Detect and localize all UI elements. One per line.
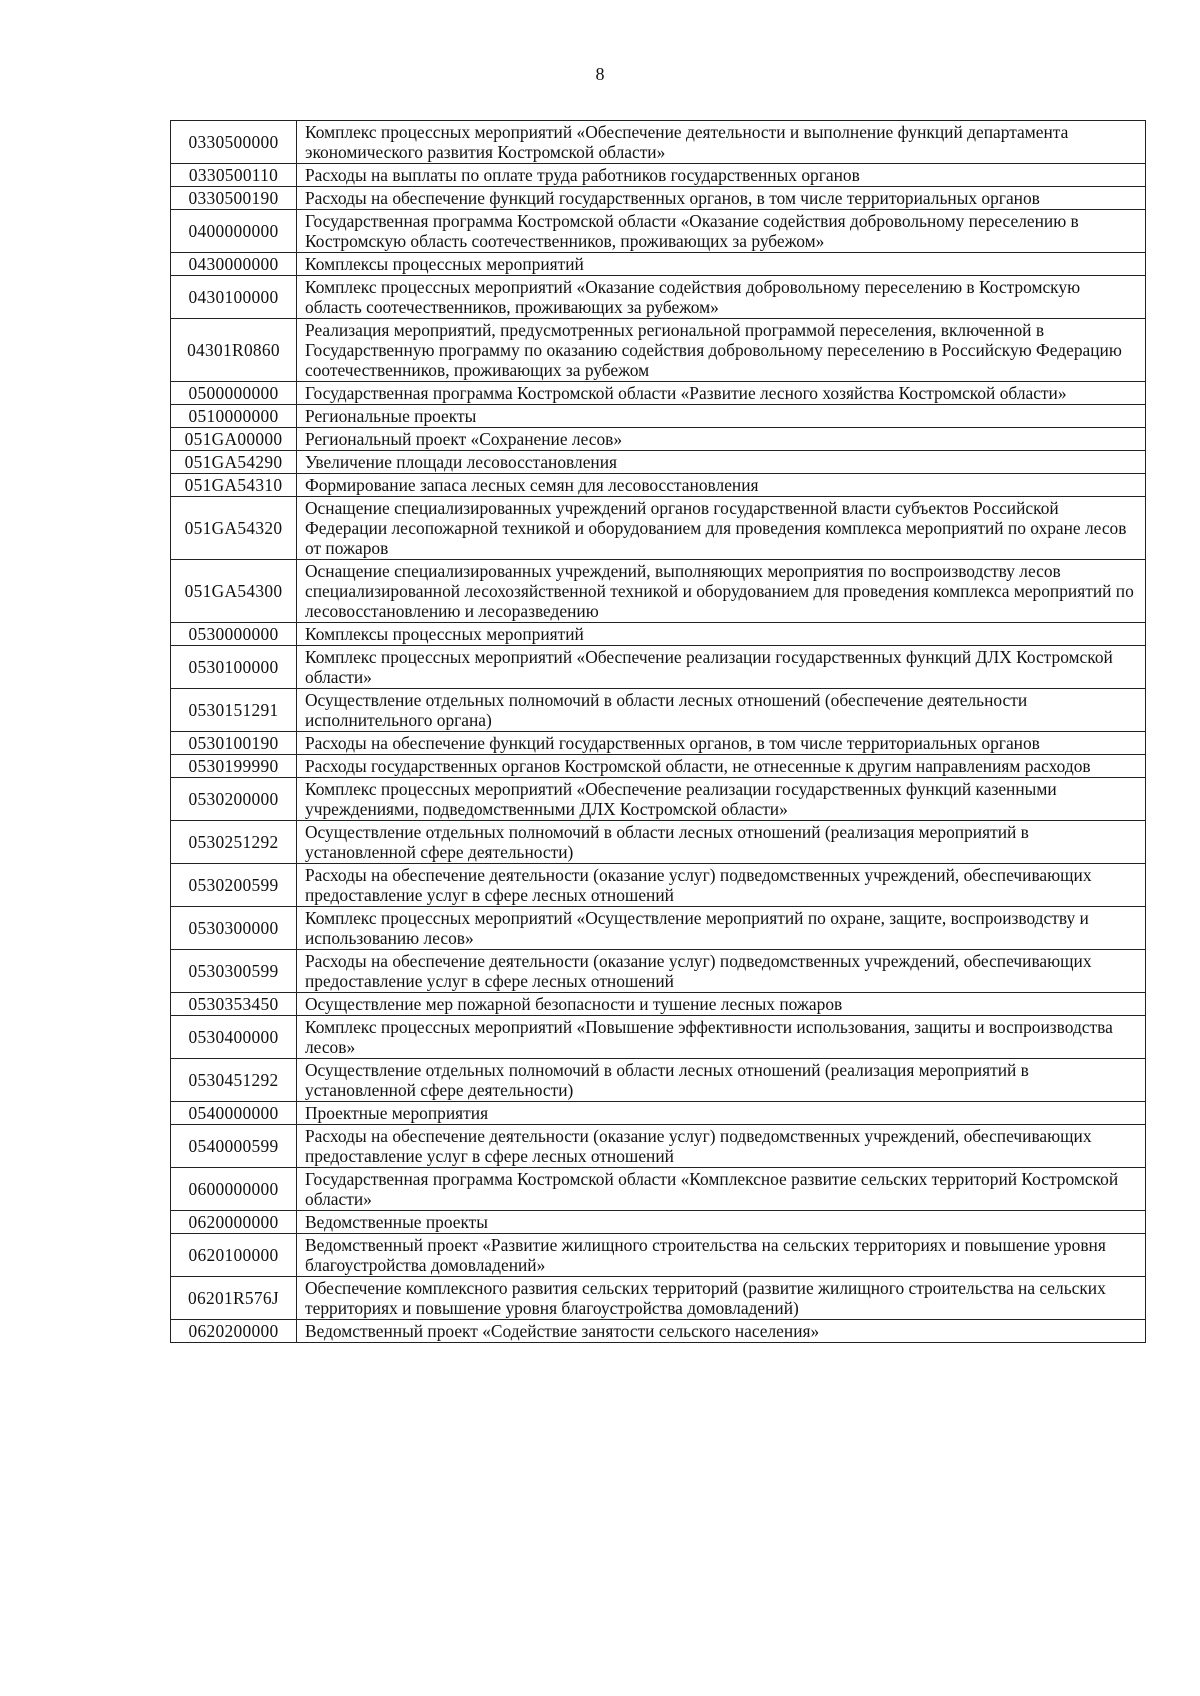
row-description: Государственная программа Костромской области «Развитие лесного хозяйства Костромской области»	[297, 382, 1146, 405]
table-row	[171, 646, 1146, 689]
table-row	[171, 623, 1146, 646]
row-description: Увеличение площади лесовосстановления	[297, 451, 1146, 474]
row-description: Региональный проект «Сохранение лесов»	[297, 428, 1146, 451]
table-row	[171, 1211, 1146, 1234]
table-row	[171, 821, 1146, 864]
table-row	[171, 907, 1146, 950]
table-row	[171, 451, 1146, 474]
row-description: Реализация мероприятий, предусмотренных региональной программой переселения, включенной в Государственную программу по оказанию содействия добровольному переселению в Российскую Федерацию соотечественников, проживающих за рубежом	[297, 319, 1146, 382]
row-description: Комплекс процессных мероприятий «Осуществление мероприятий по охране, защите, воспроизводству и использованию лесов»	[297, 907, 1146, 950]
row-code: 0530300000	[171, 907, 297, 950]
row-code: 0620000000	[171, 1211, 297, 1234]
row-description: Осуществление мер пожарной безопасности и тушение лесных пожаров	[297, 993, 1146, 1016]
table-row	[171, 755, 1146, 778]
row-description: Комплекс процессных мероприятий «Обеспечение реализации государственных функций казенными учреждениями, подведомственными ДЛХ Костромской области»	[297, 778, 1146, 821]
row-code: 0530353450	[171, 993, 297, 1016]
row-description: Расходы на обеспечение деятельности (оказание услуг) подведомственных учреждений, обеспечивающих предоставление услуг в сфере лесных отношений	[297, 1125, 1146, 1168]
row-code: 0530200599	[171, 864, 297, 907]
row-code: 0620200000	[171, 1320, 297, 1343]
table-row	[171, 382, 1146, 405]
table-row	[171, 428, 1146, 451]
row-code: 0600000000	[171, 1168, 297, 1211]
row-description: Расходы на обеспечение деятельности (оказание услуг) подведомственных учреждений, обеспечивающих предоставление услуг в сфере лесных отношений	[297, 950, 1146, 993]
row-description: Проектные мероприятия	[297, 1102, 1146, 1125]
table-row	[171, 993, 1146, 1016]
row-code: 051GA54310	[171, 474, 297, 497]
row-description: Комплексы процессных мероприятий	[297, 253, 1146, 276]
table-row	[171, 253, 1146, 276]
table-row	[171, 560, 1146, 623]
table-row	[171, 276, 1146, 319]
row-code: 0530251292	[171, 821, 297, 864]
row-code: 0540000599	[171, 1125, 297, 1168]
table-row	[171, 864, 1146, 907]
row-description: Комплекс процессных мероприятий «Оказание содействия добровольному переселению в Костромскую область соотечественников, проживающих за рубежом»	[297, 276, 1146, 319]
table-row	[171, 210, 1146, 253]
row-code: 0530100190	[171, 732, 297, 755]
row-code: 051GA54300	[171, 560, 297, 623]
table-row	[171, 689, 1146, 732]
row-code: 0530199990	[171, 755, 297, 778]
table-row	[171, 778, 1146, 821]
table-row	[171, 1016, 1146, 1059]
row-code: 04301R0860	[171, 319, 297, 382]
row-description: Оснащение специализированных учреждений, выполняющих мероприятия по воспроизводству лесов специализированной лесохозяйственной техникой и оборудованием для проведения комплекса мероприятий по лесовосстановлению и лесоразведению	[297, 560, 1146, 623]
row-description: Осуществление отдельных полномочий в области лесных отношений (реализация мероприятий в установленной сфере деятельности)	[297, 1059, 1146, 1102]
table-row	[171, 474, 1146, 497]
table-row	[171, 187, 1146, 210]
row-description: Осуществление отдельных полномочий в области лесных отношений (обеспечение деятельности исполнительного органа)	[297, 689, 1146, 732]
row-description: Комплексы процессных мероприятий	[297, 623, 1146, 646]
row-description: Ведомственный проект «Развитие жилищного строительства на сельских территориях и повышение уровня благоустройства домовладений»	[297, 1234, 1146, 1277]
row-code: 0530300599	[171, 950, 297, 993]
row-description: Расходы государственных органов Костромской области, не отнесенные к другим направлениям расходов	[297, 755, 1146, 778]
row-description: Расходы на обеспечение функций государственных органов, в том числе территориальных органов	[297, 187, 1146, 210]
row-code: 0530000000	[171, 623, 297, 646]
table-row	[171, 950, 1146, 993]
table-row	[171, 1320, 1146, 1343]
row-code: 0330500000	[171, 121, 297, 164]
row-code: 0500000000	[171, 382, 297, 405]
row-code: 0530200000	[171, 778, 297, 821]
table-row	[171, 1102, 1146, 1125]
row-code: 0530451292	[171, 1059, 297, 1102]
row-description: Государственная программа Костромской области «Комплексное развитие сельских территорий Костромской области»	[297, 1168, 1146, 1211]
table-row	[171, 1234, 1146, 1277]
row-code: 0620100000	[171, 1234, 297, 1277]
row-description: Государственная программа Костромской области «Оказание содействия добровольному переселению в Костромскую область соотечественников, проживающих за рубежом»	[297, 210, 1146, 253]
table-row	[171, 164, 1146, 187]
row-description: Расходы на обеспечение деятельности (оказание услуг) подведомственных учреждений, обеспечивающих предоставление услуг в сфере лесных отношений	[297, 864, 1146, 907]
row-description: Комплекс процессных мероприятий «Обеспечение деятельности и выполнение функций департамента экономического развития Костромской области»	[297, 121, 1146, 164]
row-description: Расходы на обеспечение функций государственных органов, в том числе территориальных органов	[297, 732, 1146, 755]
table-row	[171, 121, 1146, 164]
row-description: Обеспечение комплексного развития сельских территорий (развитие жилищного строительства на сельских территориях и повышение уровня благоустройства домовладений)	[297, 1277, 1146, 1320]
row-description: Расходы на выплаты по оплате труда работников государственных органов	[297, 164, 1146, 187]
table-row	[171, 1168, 1146, 1211]
row-code: 0530400000	[171, 1016, 297, 1059]
row-description: Комплекс процессных мероприятий «Обеспечение реализации государственных функций ДЛХ Костромской области»	[297, 646, 1146, 689]
row-code: 0510000000	[171, 405, 297, 428]
table-row	[171, 405, 1146, 428]
row-code: 0430100000	[171, 276, 297, 319]
row-code: 0530151291	[171, 689, 297, 732]
row-description: Формирование запаса лесных семян для лесовосстановления	[297, 474, 1146, 497]
row-code: 06201R576J	[171, 1277, 297, 1320]
table-row	[171, 1277, 1146, 1320]
table-row	[171, 319, 1146, 382]
row-description: Оснащение специализированных учреждений органов государственной власти субъектов Российской Федерации лесопожарной техникой и оборудованием для проведения комплекса мероприятий по охране лесов от пожаров	[297, 497, 1146, 560]
table-row	[171, 1125, 1146, 1168]
row-description: Региональные проекты	[297, 405, 1146, 428]
row-description: Осуществление отдельных полномочий в области лесных отношений (реализация мероприятий в установленной сфере деятельности)	[297, 821, 1146, 864]
row-description: Ведомственный проект «Содействие занятости сельского населения»	[297, 1320, 1146, 1343]
row-code: 0400000000	[171, 210, 297, 253]
table-row	[171, 732, 1146, 755]
budget-classification-table	[170, 120, 1146, 1343]
row-code: 0330500110	[171, 164, 297, 187]
row-code: 0540000000	[171, 1102, 297, 1125]
table-body	[171, 121, 1146, 1343]
row-description: Комплекс процессных мероприятий «Повышение эффективности использования, защиты и воспроизводства лесов»	[297, 1016, 1146, 1059]
row-code: 0530100000	[171, 646, 297, 689]
row-code: 0430000000	[171, 253, 297, 276]
row-code: 051GA54320	[171, 497, 297, 560]
table-row	[171, 1059, 1146, 1102]
row-code: 051GA00000	[171, 428, 297, 451]
row-code: 0330500190	[171, 187, 297, 210]
row-code: 051GA54290	[171, 451, 297, 474]
page-number: 8	[595, 64, 605, 84]
table-row	[171, 497, 1146, 560]
row-description: Ведомственные проекты	[297, 1211, 1146, 1234]
